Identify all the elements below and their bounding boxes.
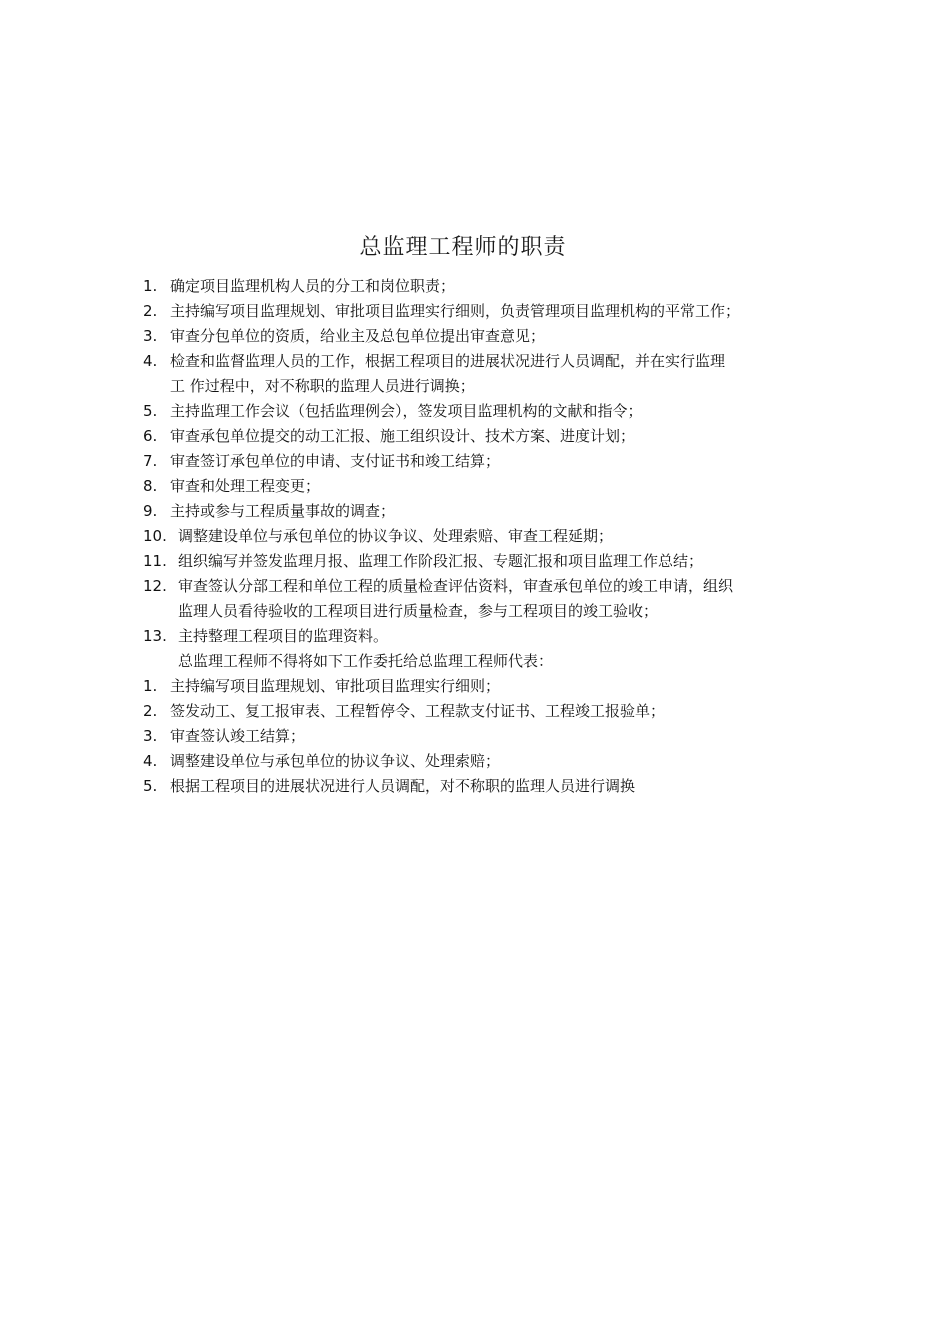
list-number: 7.: [143, 452, 158, 470]
duty-text: 主持整理工程项目的监理资料。: [178, 627, 389, 645]
list-number: 4.: [143, 752, 158, 770]
restricted-item-4: [143, 749, 823, 774]
list-number: 1.: [143, 677, 158, 695]
duty-item-8: [143, 474, 823, 499]
page-title: 总监理工程师的职责: [359, 235, 567, 260]
duty-continuation: 监理人员看待验收的工程项目进行质量检查，参与工程项目的竣工验收；: [178, 602, 659, 620]
duty-item-1: [143, 274, 823, 299]
duty-item-6: [143, 424, 823, 449]
duty-text: 确定项目监理机构人员的分工和岗位职责；: [170, 277, 456, 295]
duty-text: 审查和处理工程变更；: [170, 477, 321, 495]
list-number: 13.: [143, 627, 167, 645]
duty-text: 主持监理工作会议（包括监理例会），签发项目监理机构的文献和指令；: [170, 402, 643, 420]
list-number: 5.: [143, 777, 158, 795]
restricted-text: 审查签认竣工结算；: [170, 727, 306, 745]
duty-text: 主持编写项目监理规划、审批项目监理实行细则，负责管理项目监理机构的平常工作；: [170, 302, 741, 320]
duty-item-10: [143, 524, 823, 549]
duty-item-12: [143, 574, 823, 599]
restricted-item-2: [143, 699, 823, 724]
list-number: 3.: [143, 727, 158, 745]
list-number: 5.: [143, 402, 158, 420]
duty-text: 审查签订承包单位的申请、支付证书和竣工结算；: [170, 452, 501, 470]
list-number: 6.: [143, 427, 158, 445]
list-number: 12.: [143, 577, 167, 595]
restricted-text: 调整建设单位与承包单位的协议争议、处理索赔；: [170, 752, 501, 770]
restricted-text: 签发动工、复工报审表、工程暂停令、工程款支付证书、工程竣工报验单；: [170, 702, 666, 720]
duty-continuation: 工 作过程中，对不称职的监理人员进行调换；: [170, 377, 475, 395]
duty-item-13: [143, 624, 823, 649]
delegation-note: 总监理工程师不得将如下工作委托给总监理工程师代表：: [178, 652, 554, 670]
duty-item-5: [143, 399, 823, 424]
duties-list: [143, 274, 823, 799]
duty-item-2: [143, 299, 823, 324]
duty-text: 审查分包单位的资质，给业主及总包单位提出审查意见；: [170, 327, 546, 345]
list-number: 4.: [143, 352, 158, 370]
restricted-text: 根据工程项目的进展状况进行人员调配，对不称职的监理人员进行调换: [170, 777, 636, 795]
list-number: 8.: [143, 477, 158, 495]
duty-item-11: [143, 549, 823, 574]
duty-item-3: [143, 324, 823, 349]
list-number: 11.: [143, 552, 167, 570]
duty-item-9: [143, 499, 823, 524]
list-number: 2.: [143, 302, 158, 320]
list-number: 2.: [143, 702, 158, 720]
duty-text: 调整建设单位与承包单位的协议争议、处理索赔、审查工程延期；: [178, 527, 614, 545]
duty-text: 主持或参与工程质量事故的调查；: [170, 502, 396, 520]
restricted-item-1: [143, 674, 823, 699]
list-number: 1.: [143, 277, 158, 295]
list-number: 9.: [143, 502, 158, 520]
list-number: 10.: [143, 527, 167, 545]
restricted-text: 主持编写项目监理规划、审批项目监理实行细则；: [170, 677, 501, 695]
duty-text: 审查承包单位提交的动工汇报、施工组织设计、技术方案、进度计划；: [170, 427, 636, 445]
list-number: 3.: [143, 327, 158, 345]
duty-item-4: [143, 349, 823, 374]
restricted-item-3: [143, 724, 823, 749]
duty-text: 组织编写并签发监理月报、监理工作阶段汇报、专题汇报和项目监理工作总结；: [178, 552, 704, 570]
duty-text: 检查和监督监理人员的工作，根据工程项目的进展状况进行人员调配，并在实行监理: [170, 352, 726, 370]
duty-item-7: [143, 449, 823, 474]
duty-text: 审查签认分部工程和单位工程的质量检查评估资料，审查承包单位的竣工申请，组织: [178, 577, 734, 595]
restricted-item-5: [143, 774, 823, 799]
